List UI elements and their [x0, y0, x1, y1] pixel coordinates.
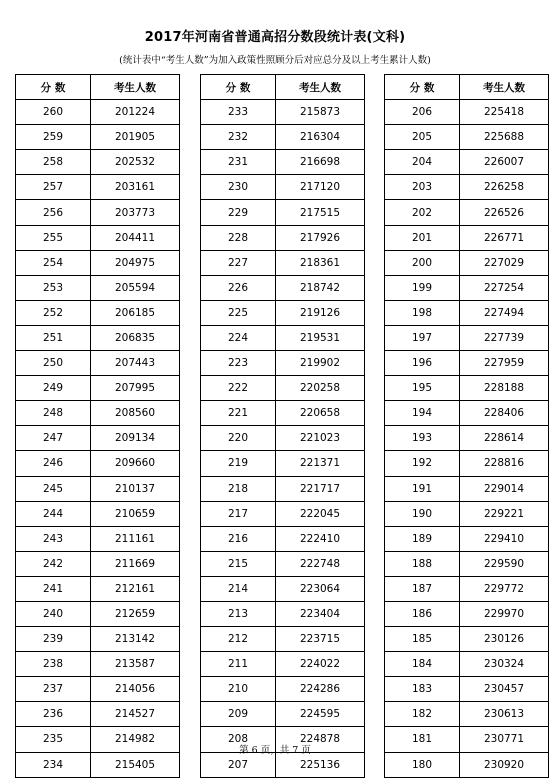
- count-cell: 217120: [276, 175, 365, 200]
- score-cell: 200: [385, 250, 460, 275]
- score-cell: 232: [201, 125, 276, 150]
- table-row: [385, 175, 549, 200]
- table-row: [201, 150, 365, 175]
- table-row: [385, 426, 549, 451]
- score-cell: 214: [201, 576, 276, 601]
- score-cell: 247: [16, 426, 91, 451]
- page-title: 2017年河南省普通高招分数段统计表(文科): [144, 30, 406, 45]
- count-cell: 201224: [91, 100, 180, 125]
- score-cell: 250: [16, 351, 91, 376]
- count-cell: 214056: [91, 677, 180, 702]
- table-row: [385, 501, 549, 526]
- table-row: [16, 601, 180, 626]
- table-row: [201, 601, 365, 626]
- count-cell: 225688: [460, 125, 549, 150]
- table-row: [201, 451, 365, 476]
- score-cell: 226: [201, 275, 276, 300]
- score-cell: 189: [385, 526, 460, 551]
- score-cell: 233: [201, 100, 276, 125]
- table-row: [201, 401, 365, 426]
- count-cell: 202532: [91, 150, 180, 175]
- count-cell: 215873: [276, 100, 365, 125]
- score-cell: 245: [16, 476, 91, 501]
- score-cell: 199: [385, 275, 460, 300]
- score-cell: 205: [385, 125, 460, 150]
- count-cell: 206185: [91, 300, 180, 325]
- score-cell: 260: [16, 100, 91, 125]
- count-cell: 209660: [91, 451, 180, 476]
- count-cell: 227254: [460, 275, 549, 300]
- header-count: 考生人数: [460, 75, 549, 100]
- count-cell: 217515: [276, 200, 365, 225]
- score-cell: 212: [201, 627, 276, 652]
- table-row: [385, 125, 549, 150]
- count-cell: 226258: [460, 175, 549, 200]
- count-cell: 217926: [276, 225, 365, 250]
- count-cell: 227959: [460, 351, 549, 376]
- count-cell: 224595: [276, 702, 365, 727]
- table-row: [201, 576, 365, 601]
- count-cell: 221717: [276, 476, 365, 501]
- score-cell: 230: [201, 175, 276, 200]
- score-cell: 194: [385, 401, 460, 426]
- count-cell: 226771: [460, 225, 549, 250]
- table-row: [16, 225, 180, 250]
- score-cell: 180: [385, 752, 460, 777]
- score-cell: 186: [385, 601, 460, 626]
- score-cell: 202: [385, 200, 460, 225]
- table-row: [201, 426, 365, 451]
- table-row: [16, 300, 180, 325]
- count-cell: 230126: [460, 627, 549, 652]
- score-table-column-2: [200, 74, 365, 778]
- score-cell: 204: [385, 150, 460, 175]
- count-cell: 230324: [460, 652, 549, 677]
- score-cell: 222: [201, 376, 276, 401]
- score-cell: 207: [201, 752, 276, 777]
- count-cell: 227494: [460, 300, 549, 325]
- table-row: [385, 576, 549, 601]
- score-cell: 211: [201, 652, 276, 677]
- score-cell: 248: [16, 401, 91, 426]
- score-cell: 216: [201, 526, 276, 551]
- table-row: [385, 476, 549, 501]
- score-cell: 215: [201, 551, 276, 576]
- header-score: 分 数: [385, 75, 460, 100]
- table-row: [201, 250, 365, 275]
- count-cell: 210659: [91, 501, 180, 526]
- score-cell: 197: [385, 325, 460, 350]
- score-cell: 240: [16, 601, 91, 626]
- table-row: [385, 526, 549, 551]
- table-row: [16, 351, 180, 376]
- table-row: [385, 250, 549, 275]
- count-cell: 216304: [276, 125, 365, 150]
- count-cell: 224878: [276, 727, 365, 752]
- table-row: [16, 576, 180, 601]
- count-cell: 224022: [276, 652, 365, 677]
- count-cell: 213142: [91, 627, 180, 652]
- count-cell: 223715: [276, 627, 365, 652]
- table-row: [385, 652, 549, 677]
- count-cell: 213587: [91, 652, 180, 677]
- table-row: [16, 526, 180, 551]
- table-row: [201, 351, 365, 376]
- score-table-column-3: [384, 74, 549, 778]
- count-cell: 210137: [91, 476, 180, 501]
- table-row: [201, 627, 365, 652]
- score-cell: 256: [16, 200, 91, 225]
- count-cell: 203773: [91, 200, 180, 225]
- count-cell: 229221: [460, 501, 549, 526]
- count-cell: 223404: [276, 601, 365, 626]
- count-cell: 219531: [276, 325, 365, 350]
- score-cell: 252: [16, 300, 91, 325]
- score-cell: 188: [385, 551, 460, 576]
- count-cell: 211669: [91, 551, 180, 576]
- score-cell: 236: [16, 702, 91, 727]
- score-cell: 225: [201, 300, 276, 325]
- count-cell: 228614: [460, 426, 549, 451]
- table-row: [201, 175, 365, 200]
- header-count: 考生人数: [91, 75, 180, 100]
- score-cell: 229: [201, 200, 276, 225]
- table-row: [385, 225, 549, 250]
- count-cell: 229970: [460, 601, 549, 626]
- table-row: [16, 426, 180, 451]
- table-row: [201, 526, 365, 551]
- count-cell: 222045: [276, 501, 365, 526]
- count-cell: 219126: [276, 300, 365, 325]
- table-row: [385, 551, 549, 576]
- score-cell: 208: [201, 727, 276, 752]
- table-header-row: [385, 75, 549, 100]
- table-row: [16, 325, 180, 350]
- score-cell: 182: [385, 702, 460, 727]
- count-cell: 228406: [460, 401, 549, 426]
- score-cell: 187: [385, 576, 460, 601]
- count-cell: 222410: [276, 526, 365, 551]
- count-cell: 212659: [91, 601, 180, 626]
- score-cell: 255: [16, 225, 91, 250]
- count-cell: 221023: [276, 426, 365, 451]
- score-cell: 258: [16, 150, 91, 175]
- count-cell: 227029: [460, 250, 549, 275]
- score-cell: 193: [385, 426, 460, 451]
- count-cell: 230771: [460, 727, 549, 752]
- score-cell: 217: [201, 501, 276, 526]
- count-cell: 220258: [276, 376, 365, 401]
- score-cell: 241: [16, 576, 91, 601]
- count-cell: 220658: [276, 401, 365, 426]
- table-row: [385, 325, 549, 350]
- score-cell: 220: [201, 426, 276, 451]
- table-row: [385, 376, 549, 401]
- table-row: [16, 401, 180, 426]
- score-cell: 191: [385, 476, 460, 501]
- score-cell: 234: [16, 752, 91, 777]
- page-footer: 第 6 页，共 7 页: [239, 745, 311, 756]
- score-cell: 249: [16, 376, 91, 401]
- table-row: [385, 275, 549, 300]
- table-row: [385, 300, 549, 325]
- table-row: [201, 501, 365, 526]
- count-cell: 229410: [460, 526, 549, 551]
- count-cell: 212161: [91, 576, 180, 601]
- table-row: [385, 351, 549, 376]
- table-row: [385, 100, 549, 125]
- table-row: [16, 677, 180, 702]
- table-row: [385, 451, 549, 476]
- count-cell: 228188: [460, 376, 549, 401]
- count-cell: 215405: [91, 752, 180, 777]
- score-cell: 257: [16, 175, 91, 200]
- table-row: [16, 100, 180, 125]
- count-cell: 207443: [91, 351, 180, 376]
- count-cell: 230613: [460, 702, 549, 727]
- table-row: [201, 476, 365, 501]
- score-cell: 183: [385, 677, 460, 702]
- score-table-column-1: [15, 74, 180, 778]
- score-cell: 221: [201, 401, 276, 426]
- table-row: [16, 275, 180, 300]
- table-row: [16, 702, 180, 727]
- count-cell: 201905: [91, 125, 180, 150]
- table-row: [201, 702, 365, 727]
- score-cell: 184: [385, 652, 460, 677]
- score-cell: 195: [385, 376, 460, 401]
- table-row: [201, 300, 365, 325]
- count-cell: 219902: [276, 351, 365, 376]
- table-row: [385, 200, 549, 225]
- header-count: 考生人数: [276, 75, 365, 100]
- count-cell: 214527: [91, 702, 180, 727]
- table-row: [16, 175, 180, 200]
- score-cell: 242: [16, 551, 91, 576]
- count-cell: 206835: [91, 325, 180, 350]
- score-cell: 231: [201, 150, 276, 175]
- count-cell: 226007: [460, 150, 549, 175]
- count-cell: 228816: [460, 451, 549, 476]
- score-cell: 198: [385, 300, 460, 325]
- score-cell: 181: [385, 727, 460, 752]
- score-cell: 192: [385, 451, 460, 476]
- table-row: [16, 476, 180, 501]
- score-cell: 254: [16, 250, 91, 275]
- table-row: [16, 200, 180, 225]
- score-cell: 213: [201, 601, 276, 626]
- score-cell: 235: [16, 727, 91, 752]
- count-cell: 208560: [91, 401, 180, 426]
- score-cell: 243: [16, 526, 91, 551]
- table-row: [201, 652, 365, 677]
- table-row: [385, 677, 549, 702]
- score-cell: 196: [385, 351, 460, 376]
- score-cell: 209: [201, 702, 276, 727]
- header-score: 分 数: [16, 75, 91, 100]
- count-cell: 211161: [91, 526, 180, 551]
- count-cell: 216698: [276, 150, 365, 175]
- count-cell: 229014: [460, 476, 549, 501]
- score-cell: 185: [385, 627, 460, 652]
- header-score: 分 数: [201, 75, 276, 100]
- score-cell: 251: [16, 325, 91, 350]
- count-cell: 223064: [276, 576, 365, 601]
- table-row: [201, 225, 365, 250]
- table-row: [16, 451, 180, 476]
- table-row: [201, 125, 365, 150]
- score-cell: 190: [385, 501, 460, 526]
- table-row: [16, 627, 180, 652]
- count-cell: 207995: [91, 376, 180, 401]
- score-cell: 224: [201, 325, 276, 350]
- score-cell: 228: [201, 225, 276, 250]
- score-cell: 246: [16, 451, 91, 476]
- table-row: [16, 125, 180, 150]
- table-row: [385, 702, 549, 727]
- score-cell: 210: [201, 677, 276, 702]
- table-header-row: [201, 75, 365, 100]
- score-cell: 238: [16, 652, 91, 677]
- table-row: [201, 200, 365, 225]
- score-cell: 203: [385, 175, 460, 200]
- table-row: [201, 376, 365, 401]
- score-cell: 223: [201, 351, 276, 376]
- count-cell: 204975: [91, 250, 180, 275]
- count-cell: 205594: [91, 275, 180, 300]
- count-cell: 225136: [276, 752, 365, 777]
- table-row: [201, 275, 365, 300]
- table-header-row: [16, 75, 180, 100]
- count-cell: 222748: [276, 551, 365, 576]
- table-row: [201, 325, 365, 350]
- count-cell: 224286: [276, 677, 365, 702]
- table-row: [16, 376, 180, 401]
- count-cell: 227739: [460, 325, 549, 350]
- count-cell: 225418: [460, 100, 549, 125]
- table-row: [16, 501, 180, 526]
- table-row: [385, 627, 549, 652]
- count-cell: 218742: [276, 275, 365, 300]
- count-cell: 204411: [91, 225, 180, 250]
- score-cell: 219: [201, 451, 276, 476]
- count-cell: 229590: [460, 551, 549, 576]
- count-cell: 230920: [460, 752, 549, 777]
- score-cell: 218: [201, 476, 276, 501]
- count-cell: 226526: [460, 200, 549, 225]
- table-row: [16, 551, 180, 576]
- page-subtitle: (统计表中“考生人数”为加入政策性照顾分后对应总分及以上考生累计人数): [119, 55, 431, 66]
- table-row: [201, 677, 365, 702]
- score-cell: 206: [385, 100, 460, 125]
- table-row: [385, 601, 549, 626]
- table-row: [385, 150, 549, 175]
- score-cell: 201: [385, 225, 460, 250]
- score-cell: 253: [16, 275, 91, 300]
- table-row: [16, 150, 180, 175]
- count-cell: 229772: [460, 576, 549, 601]
- score-cell: 259: [16, 125, 91, 150]
- count-cell: 221371: [276, 451, 365, 476]
- table-row: [16, 652, 180, 677]
- table-row: [385, 401, 549, 426]
- table-row: [201, 100, 365, 125]
- score-cell: 244: [16, 501, 91, 526]
- table-row: [16, 250, 180, 275]
- count-cell: 230457: [460, 677, 549, 702]
- score-cell: 239: [16, 627, 91, 652]
- count-cell: 218361: [276, 250, 365, 275]
- score-cell: 227: [201, 250, 276, 275]
- count-cell: 209134: [91, 426, 180, 451]
- count-cell: 214982: [91, 727, 180, 752]
- score-cell: 237: [16, 677, 91, 702]
- count-cell: 203161: [91, 175, 180, 200]
- table-row: [201, 551, 365, 576]
